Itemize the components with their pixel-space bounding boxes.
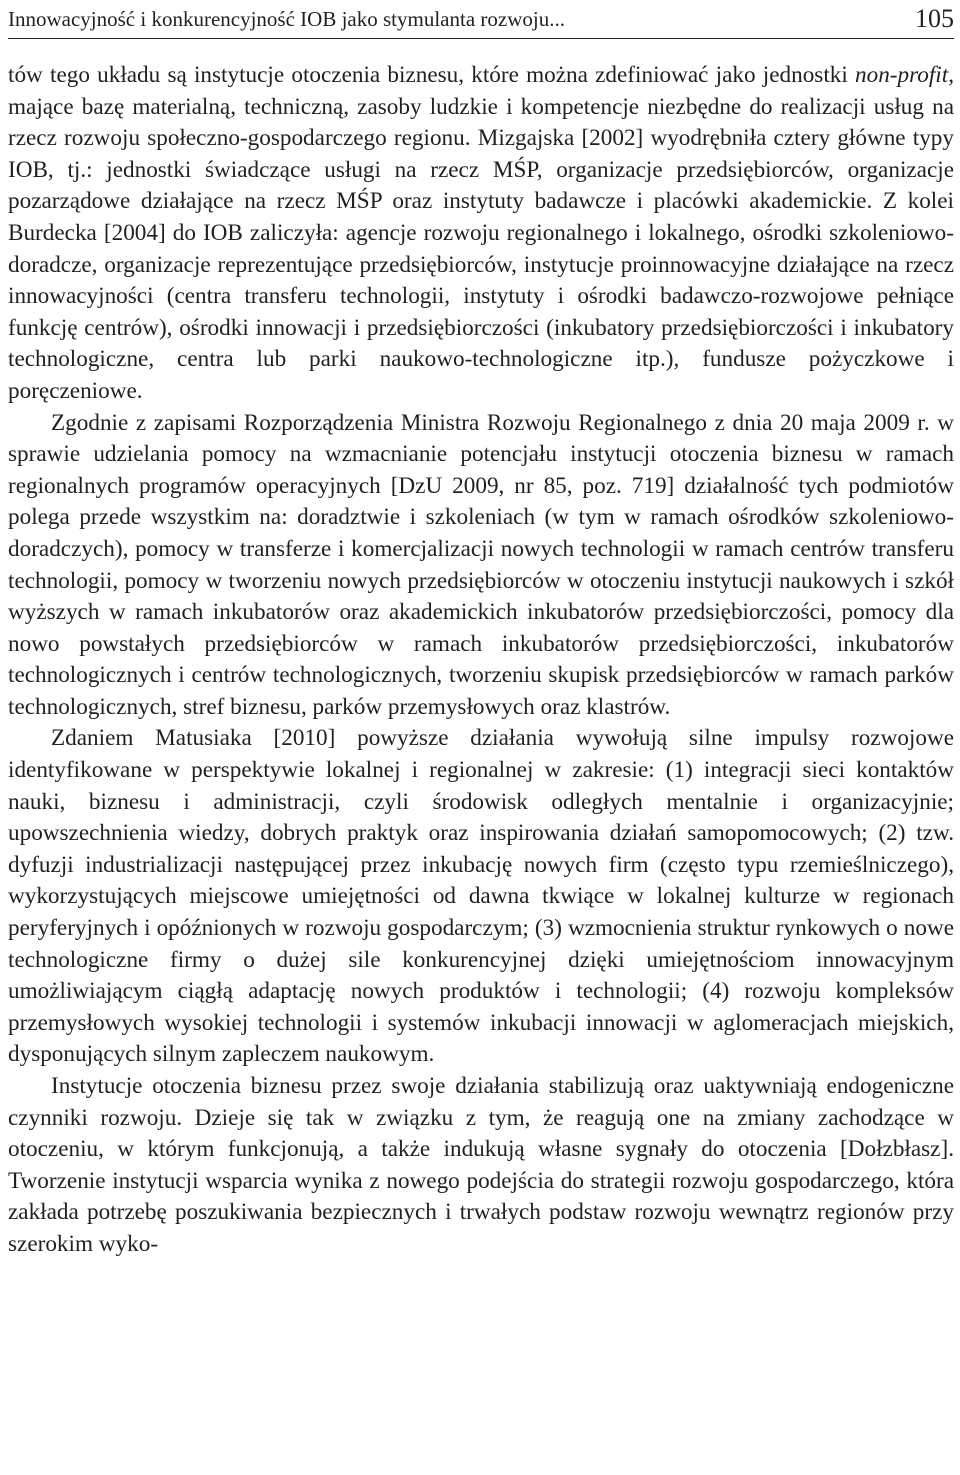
paragraph: Zdaniem Matusiaka [2010] powyższe działania wywołują silne impulsy rozwojowe identyfikowane w perspektywie lokalnej i regionalnej w zakresie: (1) integracji sieci kontaktów nauki, biznesu i administracji, czyli środowisk odległych mentalnie i organizacyjnie; upowszechnienia wiedzy, dobrych praktyk oraz inspirowania działań samopomocowych; (2) tzw. dyfuzji industrializacji następującej przez inkubację nowych firm (często typu rzemieślniczego), wykorzystujących miejscowe umiejętności od dawna tkwiące w lokalnej kulturze w regionach peryferyjnych i opóźnionych w rozwoju gospodarczym; (3) wzmocnienia struktur rynkowych o nowe technologiczne firmy o dużej sile konkurencyjnej dzięki umiejętnościom innowacyjnym umożliwiającym ciągłą adaptację nowych produktów i technologii; (4) rozwoju kompleksów przemysłowych wysokiej technologii i systemów inkubacji innowacji w aglomeracjach miejskich, dysponujących silnym zapleczem naukowym.: [8, 725, 954, 1068]
paragraph: Instytucje otoczenia biznesu przez swoje działania stabilizują oraz uaktywniają endogeniczne czynniki rozwoju. Dzieje się tak w związku z tym, że reagują one na zmiany zachodzące w otoczeniu, w którym funkcjonują, a także indukują własne sygnały do otoczenia [Dołzbłasz]. Tworzenie instytucji wsparcia wynika z nowego podejścia do strategii rozwoju gospodarczego, która zakłada potrzebę poszukiwania bezpiecznych i trwałych podstaw rozwoju wewnątrz regionów przy szerokim wyko-: [8, 1073, 954, 1257]
running-title: Innowacyjność i konkurencyjność IOB jako stymulanta rozwoju...: [8, 7, 565, 31]
emphasized-term: non-profit: [855, 62, 949, 88]
body-text: [8, 60, 954, 1261]
paragraph-text: tów tego układu są instytucje otoczenia biznesu, które można zdefiniować jako jednostki: [8, 62, 856, 88]
paragraph-text: , mające bazę materialną, techniczną, zasoby ludzkie i kompetencje niezbędne do realizacji usług na rzecz rozwoju społeczno-gospodarczego regionu. Mizgajska [2002] wyodrębniła cztery główne typy IOB, tj.: jednostki świadczące usługi na rzecz MŚP, organizacje przedsiębiorców, organizacje pozarządowe działające na rzecz MŚP oraz instytuty badawcze i placówki akademickie. Z kolei Burdecka [2004] do IOB zaliczyła: agencje rozwoju regionalnego i lokalnego, ośrodki szkoleniowo-doradcze, organizacje reprezentujące przedsiębiorców, instytucje proinnowacyjne działające na rzecz innowacyjności (centra transferu technologii, instytuty i ośrodki badawczo-rozwojowe pełniące funkcję centrów), ośrodki innowacji i przedsiębiorczości (inkubatory przedsiębiorczości i inkubatory technologiczne, centra lub parki naukowo-technologiczne itp.), fundusze pożyczkowe i poręczeniowe.: [8, 62, 954, 404]
running-header: [8, 4, 954, 39]
page-number: 105: [915, 4, 954, 33]
paragraph: Zgodnie z zapisami Rozporządzenia Ministra Rozwoju Regionalnego z dnia 20 maja 2009 r. w sprawie udzielania pomocy na wzmacnianie potencjału instytucji otoczenia biznesu w ramach regionalnych programów operacyjnych [DzU 2009, nr 85, poz. 719] działalność tych podmiotów polega przede wszystkim na: doradztwie i szkoleniach (w tym w ramach ośrodków szkoleniowo-doradczych), pomocy w transferze i komercjalizacji nowych technologii w ramach centrów transferu technologii, pomocy w tworzeniu nowych przedsiębiorców w otoczeniu instytucji naukowych i szkół wyższych w ramach inkubatorów oraz akademickich inkubatorów przedsiębiorczości, pomocy dla nowo powstałych przedsiębiorców w ramach inkubatorów przedsiębiorczości, inkubatorów technologicznych i centrów technologicznych, tworzeniu skupisk przedsiębiorców w ramach parków technologicznych, stref biznesu, parków przemysłowych oraz klastrów.: [8, 409, 954, 720]
paragraph: [8, 60, 954, 408]
